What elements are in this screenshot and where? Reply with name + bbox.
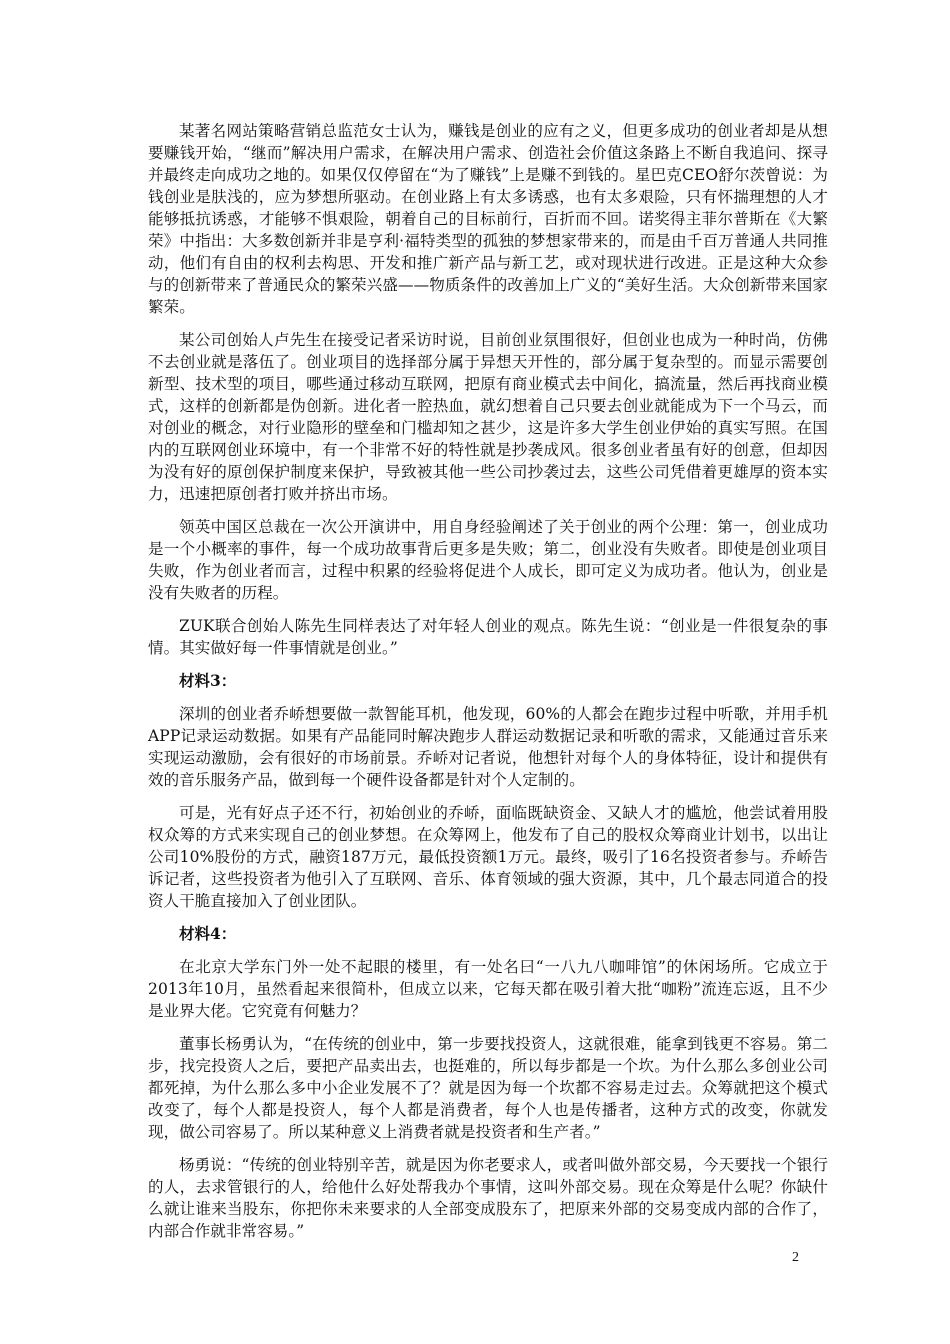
- paragraph-yang-view: 董事长杨勇认为，“在传统的创业中，第一步要找投资人，这就很难，能拿到钱更不容易。第二步，找完投资人之后，要把产品卖出去，也挺难的，所以每步都是一个坎。为什么那么多创业公司都死掉，为什么那么多中小企业发展不了？就是因为每一个坎都不容易走过去。众筹就把这个模式改变了，每个人都是投资人，每个人都是消费者，每个人也是传播者，这种方式的改变，你就发现，做公司容易了。所以某种意义上消费者就是投资者和生产者。”: [148, 1035, 828, 1141]
- material-3-heading: 材料3：: [179, 671, 237, 690]
- paragraph-qiao-headphone: 深圳的创业者乔峤想要做一款智能耳机，他发现，60%的人都会在跑步过程中听歌，并用手机APP记录运动数据。如果有产品能同时解决跑步人群运动数据记录和听歌的需求，又能通过音乐来实现运动激励，会有很好的市场前景。乔峤对记者说，他想针对每个人的身体特征，设计和提供有效的音乐服务产品，做到每一个硬件设备都是针对个人定制的。: [148, 705, 828, 789]
- paragraph-lu: 某公司创始人卢先生在接受记者采访时说，目前创业氛围很好，但创业也成为一种时尚，仿佛不去创业就是落伍了。创业项目的选择部分属于异想天开性的，部分属于复杂型的。而显示需要创新型、技术型的项目，哪些通过移动互联网，把原有商业模式去中间化，搞流量，然后再找商业模式，这样的创新都是伪创新。进化者一腔热血，就幻想着自己只要去创业就能成为下一个马云，而对创业的概念，对行业隐形的壁垒和门槛却知之甚少，这是许多大学生创业伊始的真实写照。在国内的互联网创业环境中，有一个非常不好的特性就是抄袭成风。很多创业者虽有好的创意，但却因为没有好的原创保护制度来保护，导致被其他一些公司抄袭过去，这些公司凭借着更雄厚的资本实力，迅速把原创者打败并挤出市场。: [148, 331, 828, 503]
- document-body: [148, 120, 828, 1253]
- material-4-heading: 材料4：: [179, 924, 237, 943]
- page-number: 2: [792, 1250, 799, 1265]
- paragraph-linkedin: 领英中国区总裁在一次公开演讲中，用自身经验阐述了关于创业的两个公理：第一，创业成功是一个小概率的事件，每一个成功故事背后更多是失败；第二，创业没有失败者。即使是创业项目失败，作为创业者而言，过程中积累的经验将促进个人成长，即可定义为成功者。他认为，创业是没有失败者的历程。: [148, 518, 828, 602]
- paragraph-zuk: ZUK联合创始人陈先生同样表达了对年轻人创业的观点。陈先生说：“创业是一件很复杂的事情。其实做好每一件事情就是创业。”: [148, 617, 828, 657]
- paragraph-yang-quote: 杨勇说：“传统的创业特别辛苦，就是因为你老要求人，或者叫做外部交易，今天要找一个银行的人，去求管银行的人，给他什么好处帮我办个事情，这叫外部交易。现在众筹是什么呢？你缺什么就让谁来当股东，你把你未来要求的人全部变成股东了，把原来外部的交易变成内部的合作了，内部合作就非常容易。”: [148, 1156, 828, 1240]
- paragraph-cafe: 在北京大学东门外一处不起眼的楼里，有一处名曰“一八九八咖啡馆”的休闲场所。它成立于2013年10月，虽然看起来很简朴，但成立以来，它每天都在吸引着大批“咖粉”流连忘返，且不少是业界大佬。它究竟有何魅力？: [148, 958, 828, 1020]
- paragraph-qiao-crowdfunding: 可是，光有好点子还不行，初始创业的乔峤，面临既缺资金、又缺人才的尴尬，他尝试着用股权众筹的方式来实现自己的创业梦想。在众筹网上，他发布了自己的股权众筹商业计划书，以出让公司10%股份的方式，融资187万元，最低投资额1万元。最终，吸引了16名投资者参与。乔峤告诉记者，这些投资者为他引入了互联网、音乐、体育领域的强大资源，其中，几个最志同道合的投资人干脆直接加入了创业团队。: [148, 804, 828, 910]
- paragraph-fan: 某著名网站策略营销总监范女士认为，赚钱是创业的应有之义，但更多成功的创业者却是从想要赚钱开始，“继而”解决用户需求，在解决用户需求、创造社会价值这条路上不断自我追问、探寻并最终走向成功之地的。如果仅仅停留在“为了赚钱”上是赚不到钱的。星巴克CEO舒尔茨曾说：为钱创业是肤浅的，应为梦想所驱动。在创业路上有太多诱惑，也有太多艰险，只有怀揣理想的人才能够抵抗诱惑，才能够不惧艰险，朝着自己的目标前行，百折而不回。诺奖得主菲尔普斯在《大繁荣》中指出：大多数创新并非是亨利·福特类型的孤独的梦想家带来的，而是由千百万普通人共同推动，他们有自由的权利去构思、开发和推广新产品与新工艺，或对现状进行改进。正是这种大众参与的创新带来了普通民众的繁荣兴盛——物质条件的改善加上广义的“美好生活。大众创新带来国家繁荣。: [148, 122, 828, 316]
